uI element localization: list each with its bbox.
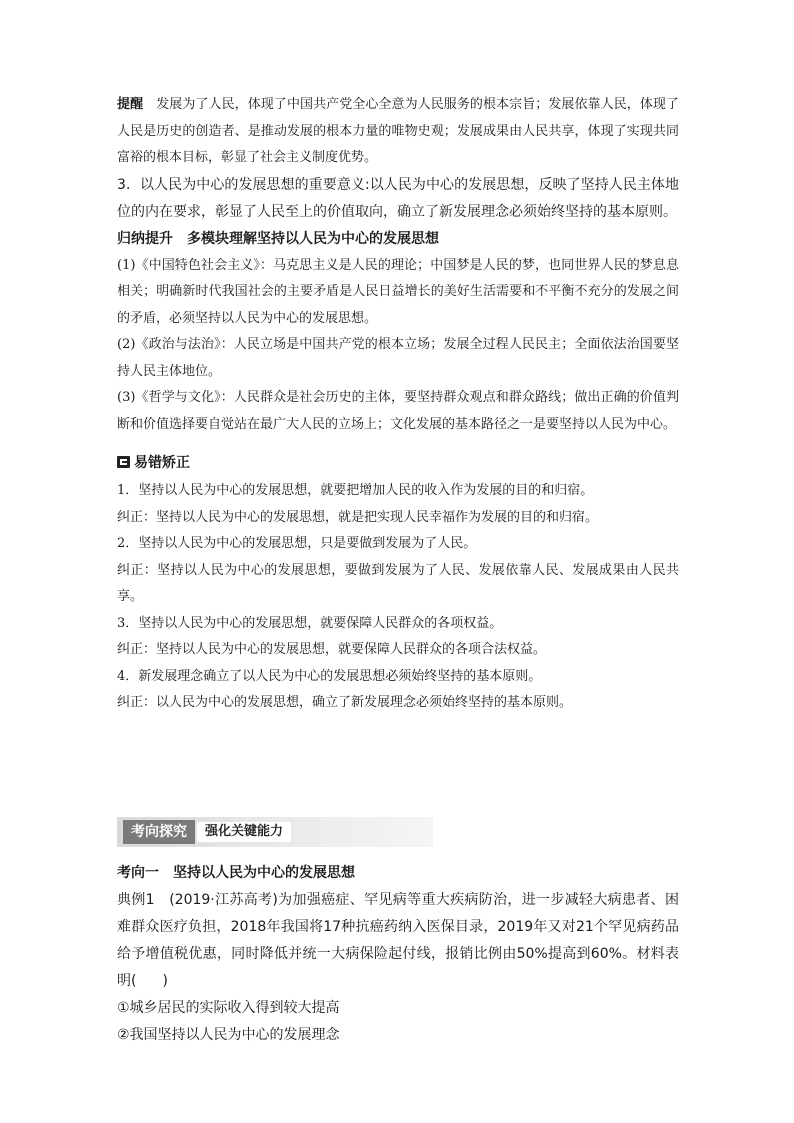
section-banner — [117, 817, 433, 847]
tip-text: 发展为了人民，体现了中国共产党全心全意为人民服务的根本宗旨；发展依靠人民，体现了人民是历史的创造者、是推动发展的根本力量的唯物史观；发展成果由人民共享，体现了实现共同富裕的根本目标，彰显了社会主义制度优势。 — [117, 97, 679, 165]
correction-q3: 3．坚持以人民为中心的发展思想，就要保障人民群众的各项权益。 — [117, 615, 503, 631]
section-e-icon — [117, 456, 130, 468]
correction-q1: 1．坚持以人民为中心的发展思想，就要把增加人民的收入作为发展的目的和归宿。 — [117, 483, 594, 498]
correction-a3: 纠正：坚持以人民为中心的发展思想，就要保障人民群众的各项合法权益。 — [117, 642, 547, 657]
example-text: 典例1 (2019·江苏高考)为加强癌症、罕见病等重大疾病防治，进一步减轻大病患者、困难群众医疗负担，2018年我国将17种抗癌药纳入医保目录，2019年又对21个罕见病药品给予增值税优惠，同时降低并统一大病保险起付线，报销比例由50%提高到60%。材料表明( — [117, 892, 679, 989]
example-question — [117, 887, 679, 995]
summary-title: 归纳提升 多模块理解坚持以人民为中心的发展思想 — [117, 230, 439, 247]
correction-a4: 纠正：以人民为中心的发展思想，确立了新发展理念必须始终坚持的基本原则。 — [117, 695, 573, 710]
correction-q4: 4．新发展理念确立了以人民为中心的发展思想必须始终坚持的基本原则。 — [117, 668, 542, 684]
corrections-title: 易错矫正 — [134, 455, 190, 471]
direction-title: 考向一 坚持以人民为中心的发展思想 — [117, 865, 355, 881]
summary-item-2: (2)《政治与法治》：人民立场是中国共产党的根本立场；发展全过程人民民主；全面依法治国要坚持人民主体地位。 — [117, 337, 679, 379]
summary-item-3: (3)《哲学与文化》：人民群众是社会历史的主体，要坚持群众观点和群众路线；做出正确的价值判断和价值选择要自觉站在最广大人民的立场上；文化发展的基本路径之一是要坚持以人民为中心。 — [117, 390, 679, 432]
correction-q2: 2．坚持以人民为中心的发展思想，只是要做到发展为了人民。 — [117, 536, 477, 551]
corrections-header — [117, 452, 679, 472]
example-close-paren: ) — [162, 973, 168, 989]
option-2: ②我国坚持以人民为中心的发展理念 — [117, 1027, 340, 1043]
banner-light-label: 强化关键能力 — [197, 822, 291, 842]
banner-dark-label: 考向探究 — [123, 820, 195, 844]
correction-a1: 纠正：坚持以人民为中心的发展思想，就是把实现人民幸福作为发展的目的和归宿。 — [117, 509, 599, 525]
correction-a2: 纠正：坚持以人民为中心的发展思想，要做到发展为了人民、发展依靠人民、发展成果由人民共享。 — [117, 562, 679, 604]
tip-label: 提醒 — [117, 97, 144, 112]
content-upper — [117, 92, 679, 717]
content-lower — [117, 860, 679, 1049]
summary-item-1: (1)《中国特色社会主义》：马克思主义是人民的理论；中国梦是人民的梦，也同世界人民的梦息息相关；明确新时代我国社会的主要矛盾是人民日益增长的美好生活需要和不平衡不充分的发展之间的矛盾，必须坚持以人民为中心的发展思想。 — [117, 257, 679, 326]
point-3: 3．以人民为中心的发展思想的重要意义:以人民为中心的发展思想，反映了坚持人民主体地位的内在要求，彰显了人民至上的价值取向，确立了新发展理念必须始终坚持的基本原则。 — [117, 176, 679, 220]
tip-paragraph — [117, 92, 679, 172]
option-1: ①城乡居民的实际收入得到较大提高 — [117, 1000, 340, 1016]
